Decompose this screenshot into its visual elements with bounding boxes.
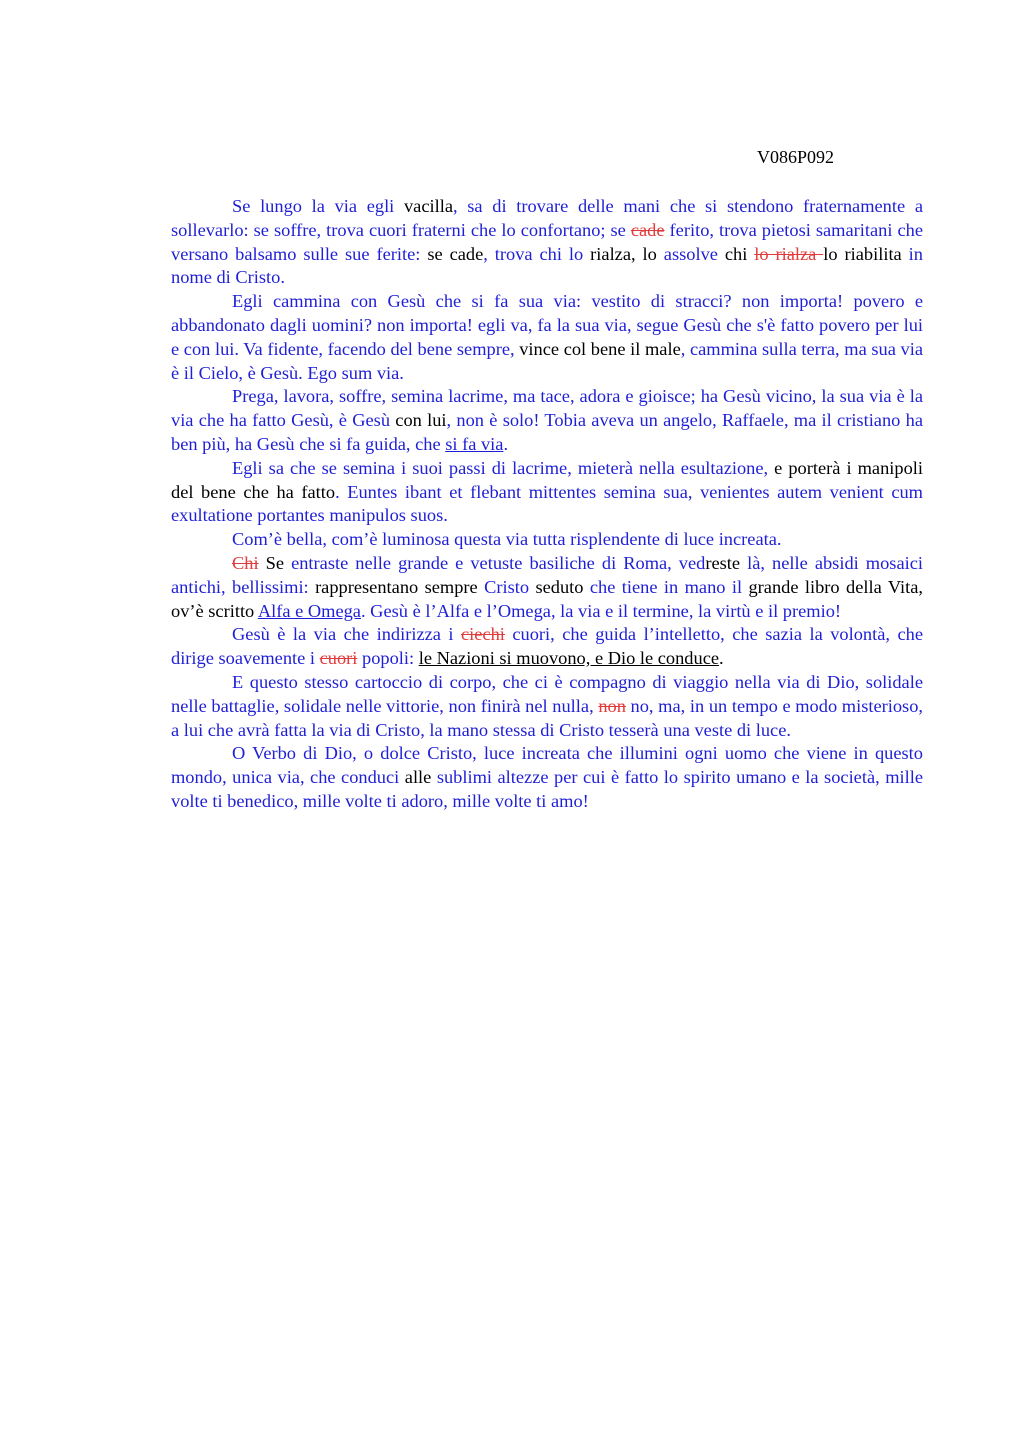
paragraph xyxy=(171,623,923,671)
text-run: , cammina sulla terra, ma sua via è il Cielo, è Gesù. Ego sum via. xyxy=(171,338,923,383)
text-run: Egli cammina con Gesù che si fa sua via: vestito di stracci? non importa! povero e abbandonato dagli uomini? non importa! egli va, fa la sua via, segue Gesù che s'è fatto povero per lui e con lui. Va fidente, facendo del bene sempre, xyxy=(171,291,923,359)
text-run: . Gesù è l’Alfa e l’Omega, la via e il termine, la virtù e il premio! xyxy=(360,600,842,621)
paragraph xyxy=(171,290,923,385)
text-run: no, ma, in un tempo e modo misterioso, a lui che avrà fatta la via di Cristo, la mano stessa di Cristo tesserà una veste di luce. xyxy=(171,695,924,740)
document-id: V086P092 xyxy=(757,147,835,167)
text-run: e porterà i manipoli del bene che ha fatto xyxy=(171,457,923,502)
text-run: lo riabilita xyxy=(823,243,902,264)
text-run: rialza, lo xyxy=(590,243,664,264)
deleted-text: ciechi xyxy=(461,624,505,645)
text-run: seduto xyxy=(535,576,590,597)
paragraph xyxy=(171,671,923,742)
text-run: chi xyxy=(717,243,755,264)
text-run: grande libro della Vita, ov’è scritto xyxy=(171,576,923,621)
paragraph xyxy=(171,457,923,528)
text-run: là, nelle absidi mosaici antichi, bellissimi: xyxy=(171,552,923,597)
text-run: Egli sa che se semina i suoi passi di lacrime, mieterà nella esultazione, xyxy=(232,457,775,478)
paragraph xyxy=(171,552,923,623)
text-run: se cade xyxy=(427,243,484,264)
text-run: E questo stesso cartoccio di corpo, che ci è compagno di viaggio nella via di Dio, solidale nelle battaglie, solidale nelle vittorie, non finirà nel nulla, xyxy=(171,671,923,716)
text-run: reste xyxy=(705,552,748,573)
text-run: , sa di trovare delle mani che si stendono fraternamente a sollevarlo: se soffre, trova cuori fraterni che lo confortano; se xyxy=(171,196,923,240)
text-run: assolve xyxy=(663,243,718,264)
text-run: Se lungo la via egli xyxy=(232,196,404,216)
deleted-text: Chi xyxy=(232,552,259,573)
text-run: . Euntes ibant et flebant mittentes semina sua, venientes autem venient cum exultatione portantes manipulos suos. xyxy=(171,481,923,526)
paragraph xyxy=(171,742,923,813)
text-run: con lui xyxy=(395,410,447,431)
deleted-text: cuori xyxy=(319,648,358,669)
text-run: Se xyxy=(258,552,292,573)
text-run: Gesù è la via che indirizza i xyxy=(232,624,461,645)
underlined-text: le Nazioni si muovono, e Dio le conduce xyxy=(418,648,720,669)
document-body xyxy=(171,195,923,814)
text-run: in nome di Cristo. xyxy=(171,243,923,288)
deleted-text: cade xyxy=(630,219,665,240)
text-run: Com’è bella, com’è luminosa questa via tutta risplendente di luce increata. xyxy=(232,529,782,550)
text-run: rappresentano sempre xyxy=(315,576,485,597)
text-run: Cristo xyxy=(484,576,536,597)
text-run: alle xyxy=(404,767,432,788)
text-run: , non è solo! Tobia aveva un angelo, Raffaele, ma il cristiano ha ben più, ha Gesù che si fa guida, che xyxy=(171,410,923,454)
text-run: vacilla xyxy=(403,196,453,216)
text-run: O Verbo di Dio, o dolce Cristo, luce increata che illumini ogni uomo che viene in questo mondo, unica via, che conduci xyxy=(171,743,923,788)
text-run: ferito, trova pietosi samaritani che versano balsamo sulle sue ferite: xyxy=(171,219,923,264)
text-run: Prega, lavora, soffre, semina lacrime, ma tace, adora e gioisce; ha Gesù vicino, la sua via è la via che ha fatto Gesù, è Gesù xyxy=(171,386,923,431)
text-run: . xyxy=(503,433,509,454)
underlined-text: si fa via xyxy=(445,433,504,454)
text-run: vince col bene il male xyxy=(519,338,681,359)
text-run: popoli: xyxy=(357,648,419,669)
paragraph xyxy=(171,195,923,290)
underlined-text: Alfa e Omega xyxy=(257,600,361,621)
paragraph xyxy=(171,528,923,552)
deleted-text: lo rialza xyxy=(754,243,824,264)
text-run: entraste nelle grande e vetuste basiliche di Roma, ved xyxy=(291,552,706,573)
text-run: sublimi altezze per cui è fatto lo spirito umano e la società, mille volte ti benedico, mille volte ti adoro, mille volte ti amo! xyxy=(171,767,923,811)
text-run: cuori, che guida l’intelletto, che sazia la volontà, che dirige soavemente i xyxy=(171,624,923,669)
deleted-text: non xyxy=(598,695,626,716)
text-run: che tiene in mano il xyxy=(589,576,749,597)
paragraph xyxy=(171,385,923,456)
text-run: . xyxy=(719,648,724,669)
text-run: , trova chi lo xyxy=(483,243,591,264)
